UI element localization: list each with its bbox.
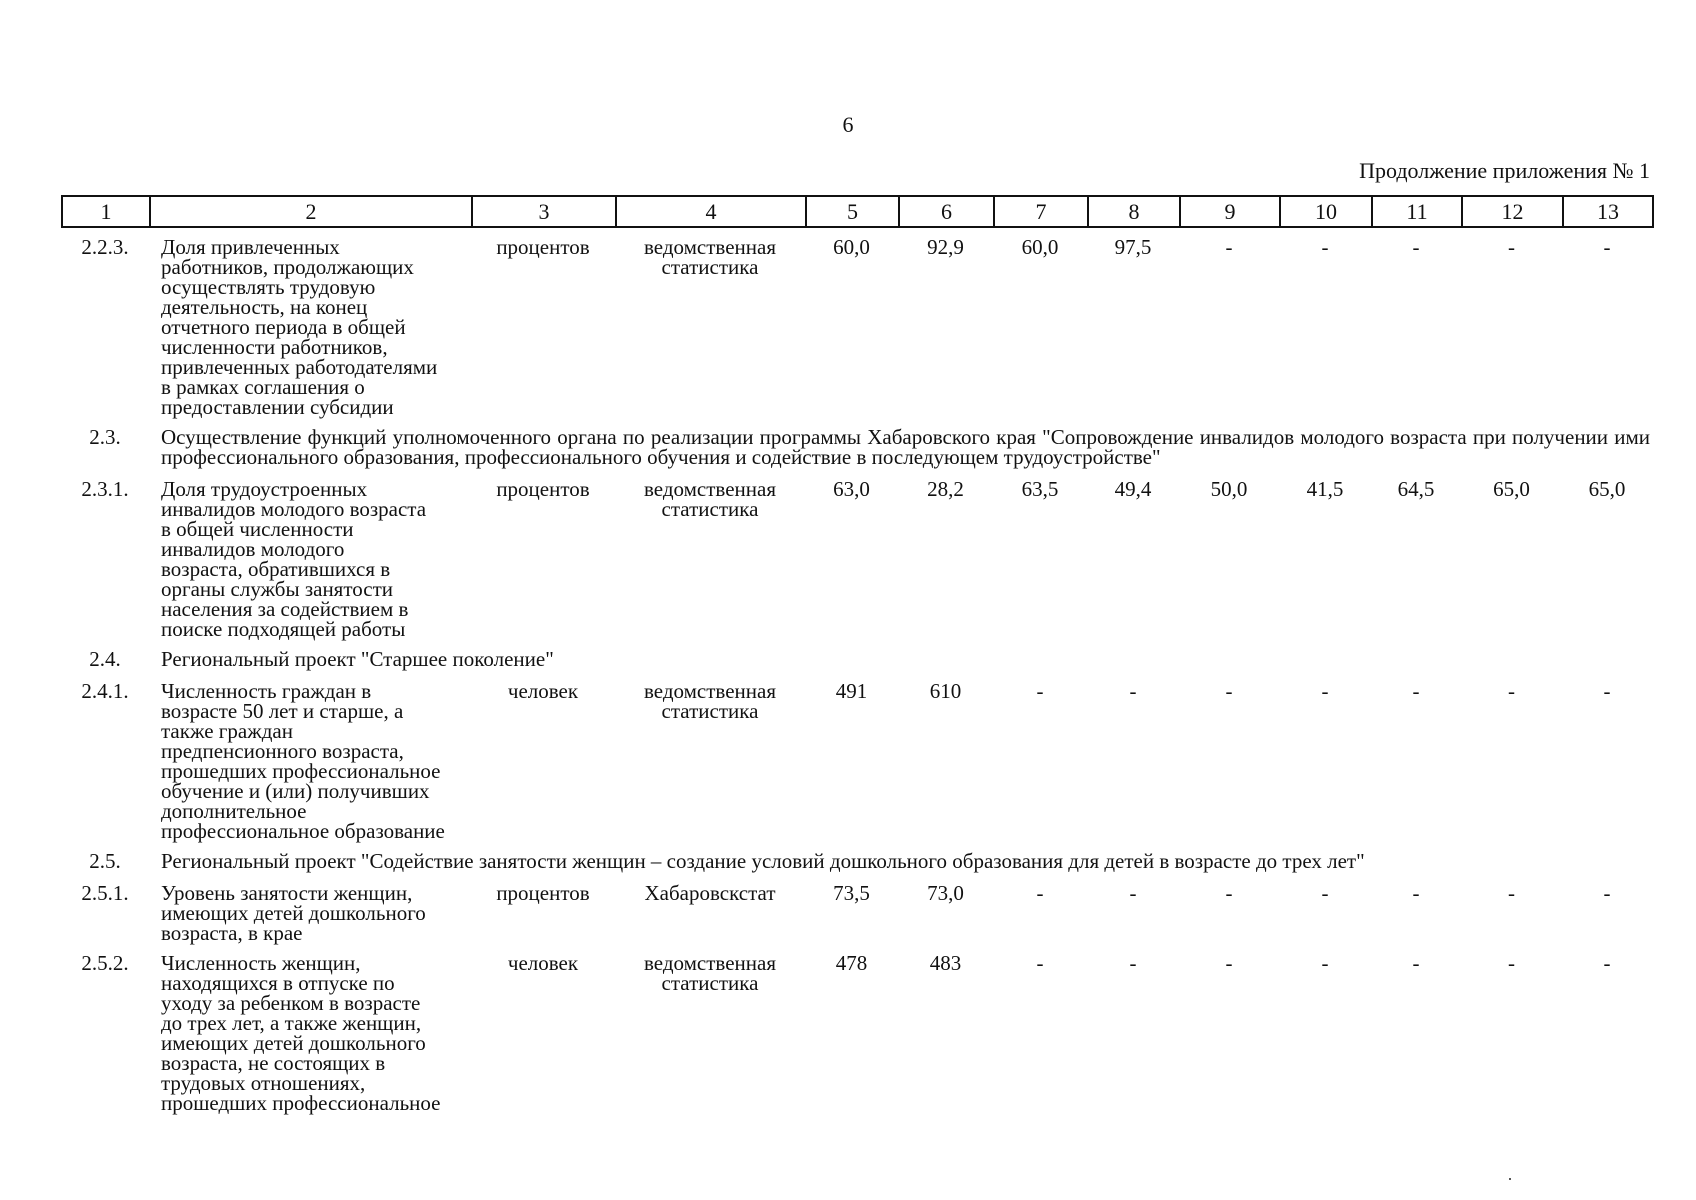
indicator-name-line: привлеченных работодателями xyxy=(161,355,438,379)
value-col-5: 60,0 xyxy=(833,235,870,259)
source-cell xyxy=(615,479,805,649)
value-col-8: 97,5 xyxy=(1114,235,1152,259)
section-row xyxy=(61,851,1652,883)
value-col-8: - xyxy=(1129,881,1137,905)
column-header-2: 2 xyxy=(150,196,472,227)
indicator-name-line: в рамках соглашения о xyxy=(161,375,365,399)
unit-cell: человек xyxy=(507,951,579,975)
column-header-9: 9 xyxy=(1180,196,1280,227)
indicator-name-line: Численность женщин, xyxy=(161,951,361,975)
value-col-6: 483 xyxy=(929,951,962,975)
row-number: 2.4.1. xyxy=(81,679,129,703)
value-col-12: - xyxy=(1508,235,1515,259)
value-col-10: - xyxy=(1321,679,1329,703)
row-number: 2.3.1. xyxy=(81,477,129,501)
indicator-name-line: предоставлении субсидии xyxy=(161,395,394,419)
page-number: 6 xyxy=(842,112,854,137)
indicator-name-line: в общей численности xyxy=(161,517,354,541)
value-col-10: - xyxy=(1321,951,1329,975)
indicator-name-line: инвалидов молодого xyxy=(161,537,345,561)
indicator-name-line: возрасте 50 лет и старше, а xyxy=(161,699,404,723)
indicator-name-line: имеющих детей дошкольного xyxy=(161,1031,426,1055)
column-header-10: 10 xyxy=(1280,196,1372,227)
value-col-13: - xyxy=(1603,951,1611,975)
indicator-name-line: возраста, обратившихся в xyxy=(161,557,391,581)
source-cell xyxy=(615,681,805,851)
source-line: статистика xyxy=(661,497,759,521)
indicator-name-line: также граждан xyxy=(161,719,293,743)
unit-cell: процентов xyxy=(496,477,590,501)
value-col-6: 92,9 xyxy=(927,235,964,259)
table-row xyxy=(61,479,1652,649)
indicator-name-line: предпенсионного возраста, xyxy=(161,739,404,763)
indicator-name-line: органы службы занятости xyxy=(161,577,394,601)
value-col-12: - xyxy=(1508,679,1515,703)
indicator-name-line: уходу за ребенком в возрасте xyxy=(161,991,421,1015)
source-line: статистика xyxy=(661,971,759,995)
column-header-12: 12 xyxy=(1462,196,1563,227)
section-title: Региональный проект "Содействие занятости женщин – создание условий дошкольного образования для детей в возрасте до трех лет" xyxy=(161,849,1365,873)
value-col-5: 73,5 xyxy=(833,881,870,905)
value-col-9: - xyxy=(1225,235,1233,259)
indicator-name-line: поиске подходящей работы xyxy=(161,617,406,641)
value-col-7: 60,0 xyxy=(1021,235,1059,259)
indicator-name-line: деятельность, на конец xyxy=(161,295,368,319)
source-line: Хабаровскстат xyxy=(644,881,776,905)
indicator-name-line: прошедших профессиональное xyxy=(161,1091,441,1115)
row-number: 2.3. xyxy=(89,425,121,449)
indicator-name xyxy=(149,681,471,851)
column-header-11: 11 xyxy=(1372,196,1462,227)
source-line: ведомственная xyxy=(644,235,776,259)
value-col-13: 65,0 xyxy=(1588,477,1626,501)
indicator-name-line: возраста, не состоящих в xyxy=(161,1051,386,1075)
indicator-name-line: до трех лет, а также женщин, xyxy=(161,1011,422,1035)
indicators-table xyxy=(61,237,1652,1123)
value-col-6: 610 xyxy=(929,679,962,703)
table-row xyxy=(61,237,1652,427)
row-number: 2.5.2. xyxy=(81,951,129,975)
scan-speck xyxy=(1509,1178,1511,1180)
indicator-name xyxy=(149,237,471,427)
value-col-8: 49,4 xyxy=(1114,477,1152,501)
table-row xyxy=(61,681,1652,851)
indicator-name-line: находящихся в отпуске по xyxy=(161,971,395,995)
indicator-name xyxy=(149,883,471,953)
indicator-name-line: возраста, в крае xyxy=(161,921,303,945)
section-row xyxy=(61,427,1652,479)
value-col-7: - xyxy=(1036,679,1044,703)
table-row xyxy=(61,953,1652,1123)
source-line: ведомственная xyxy=(644,951,776,975)
value-col-11: 64,5 xyxy=(1397,477,1435,501)
table-row xyxy=(61,883,1652,953)
value-col-9: 50,0 xyxy=(1210,477,1248,501)
value-col-8: - xyxy=(1129,679,1137,703)
value-col-12: - xyxy=(1508,881,1515,905)
unit-cell: человек xyxy=(507,679,579,703)
indicator-name xyxy=(149,479,471,649)
indicator-name-line: инвалидов молодого возраста xyxy=(161,497,427,521)
value-col-11: - xyxy=(1412,951,1420,975)
unit-cell: процентов xyxy=(496,235,590,259)
row-number: 2.5. xyxy=(89,849,121,873)
value-col-9: - xyxy=(1225,679,1233,703)
indicator-name-line: Уровень занятости женщин, xyxy=(161,881,413,905)
value-col-5: 491 xyxy=(835,679,868,703)
row-number: 2.4. xyxy=(89,647,121,671)
section-title: Осуществление функций уполномоченного органа по реализации программы Хабаровского края "Сопровождение инвалидов молодого возраста при получении ими профессионального образования, профессионального обучения и содействие в последующем трудоустройстве" xyxy=(161,425,1650,469)
indicator-name-line: профессиональное образование xyxy=(161,819,445,843)
indicator-name-line: численности работников, xyxy=(161,335,388,359)
value-col-5: 63,0 xyxy=(833,477,870,501)
column-header-1: 1 xyxy=(62,196,150,227)
value-col-12: - xyxy=(1508,951,1515,975)
value-col-5: 478 xyxy=(835,951,868,975)
value-col-10: 41,5 xyxy=(1306,477,1344,501)
indicator-name xyxy=(149,953,471,1123)
value-col-8: - xyxy=(1129,951,1137,975)
value-col-7: - xyxy=(1036,951,1044,975)
row-number: 2.5.1. xyxy=(81,881,129,905)
indicator-name-line: осуществлять трудовую xyxy=(161,275,376,299)
column-header-3: 3 xyxy=(472,196,616,227)
source-cell xyxy=(615,953,805,1123)
source-line: ведомственная xyxy=(644,477,776,501)
indicator-name-line: имеющих детей дошкольного xyxy=(161,901,426,925)
column-number-header xyxy=(61,195,1654,228)
indicator-name-line: отчетного периода в общей xyxy=(161,315,406,339)
indicator-name-line: Доля трудоустроенных xyxy=(161,477,368,501)
continuation-label: Продолжение приложения № 1 xyxy=(1359,158,1650,183)
column-header-5: 5 xyxy=(806,196,899,227)
value-col-11: - xyxy=(1412,679,1420,703)
source-line: статистика xyxy=(661,699,759,723)
source-cell xyxy=(615,883,805,953)
indicator-name-line: Численность граждан в xyxy=(161,679,372,703)
indicator-name-line: прошедших профессиональное xyxy=(161,759,441,783)
value-col-13: - xyxy=(1603,235,1611,259)
indicator-name-line: трудовых отношениях, xyxy=(161,1071,366,1095)
value-col-10: - xyxy=(1321,881,1329,905)
indicator-name-line: работников, продолжающих xyxy=(161,255,414,279)
value-col-9: - xyxy=(1225,881,1233,905)
column-header-7: 7 xyxy=(994,196,1088,227)
column-header-8: 8 xyxy=(1088,196,1180,227)
source-line: ведомственная xyxy=(644,679,776,703)
column-header-13: 13 xyxy=(1563,196,1653,227)
value-col-10: - xyxy=(1321,235,1329,259)
value-col-11: - xyxy=(1412,235,1420,259)
row-number: 2.2.3. xyxy=(81,235,129,259)
indicator-name-line: Доля привлеченных xyxy=(161,235,340,259)
value-col-7: 63,5 xyxy=(1021,477,1059,501)
value-col-13: - xyxy=(1603,679,1611,703)
column-header-6: 6 xyxy=(899,196,994,227)
column-header-4: 4 xyxy=(616,196,806,227)
value-col-6: 28,2 xyxy=(927,477,964,501)
value-col-12: 65,0 xyxy=(1493,477,1530,501)
value-col-7: - xyxy=(1036,881,1044,905)
value-col-13: - xyxy=(1603,881,1611,905)
indicator-name-line: дополнительное xyxy=(161,799,307,823)
value-col-11: - xyxy=(1412,881,1420,905)
value-col-9: - xyxy=(1225,951,1233,975)
source-cell xyxy=(615,237,805,427)
value-col-6: 73,0 xyxy=(927,881,964,905)
section-row xyxy=(61,649,1652,681)
indicator-name-line: населения за содействием в xyxy=(161,597,409,621)
section-title: Региональный проект "Старшее поколение" xyxy=(161,647,554,671)
source-line: статистика xyxy=(661,255,759,279)
indicator-name-line: обучение и (или) получивших xyxy=(161,779,430,803)
unit-cell: процентов xyxy=(496,881,590,905)
